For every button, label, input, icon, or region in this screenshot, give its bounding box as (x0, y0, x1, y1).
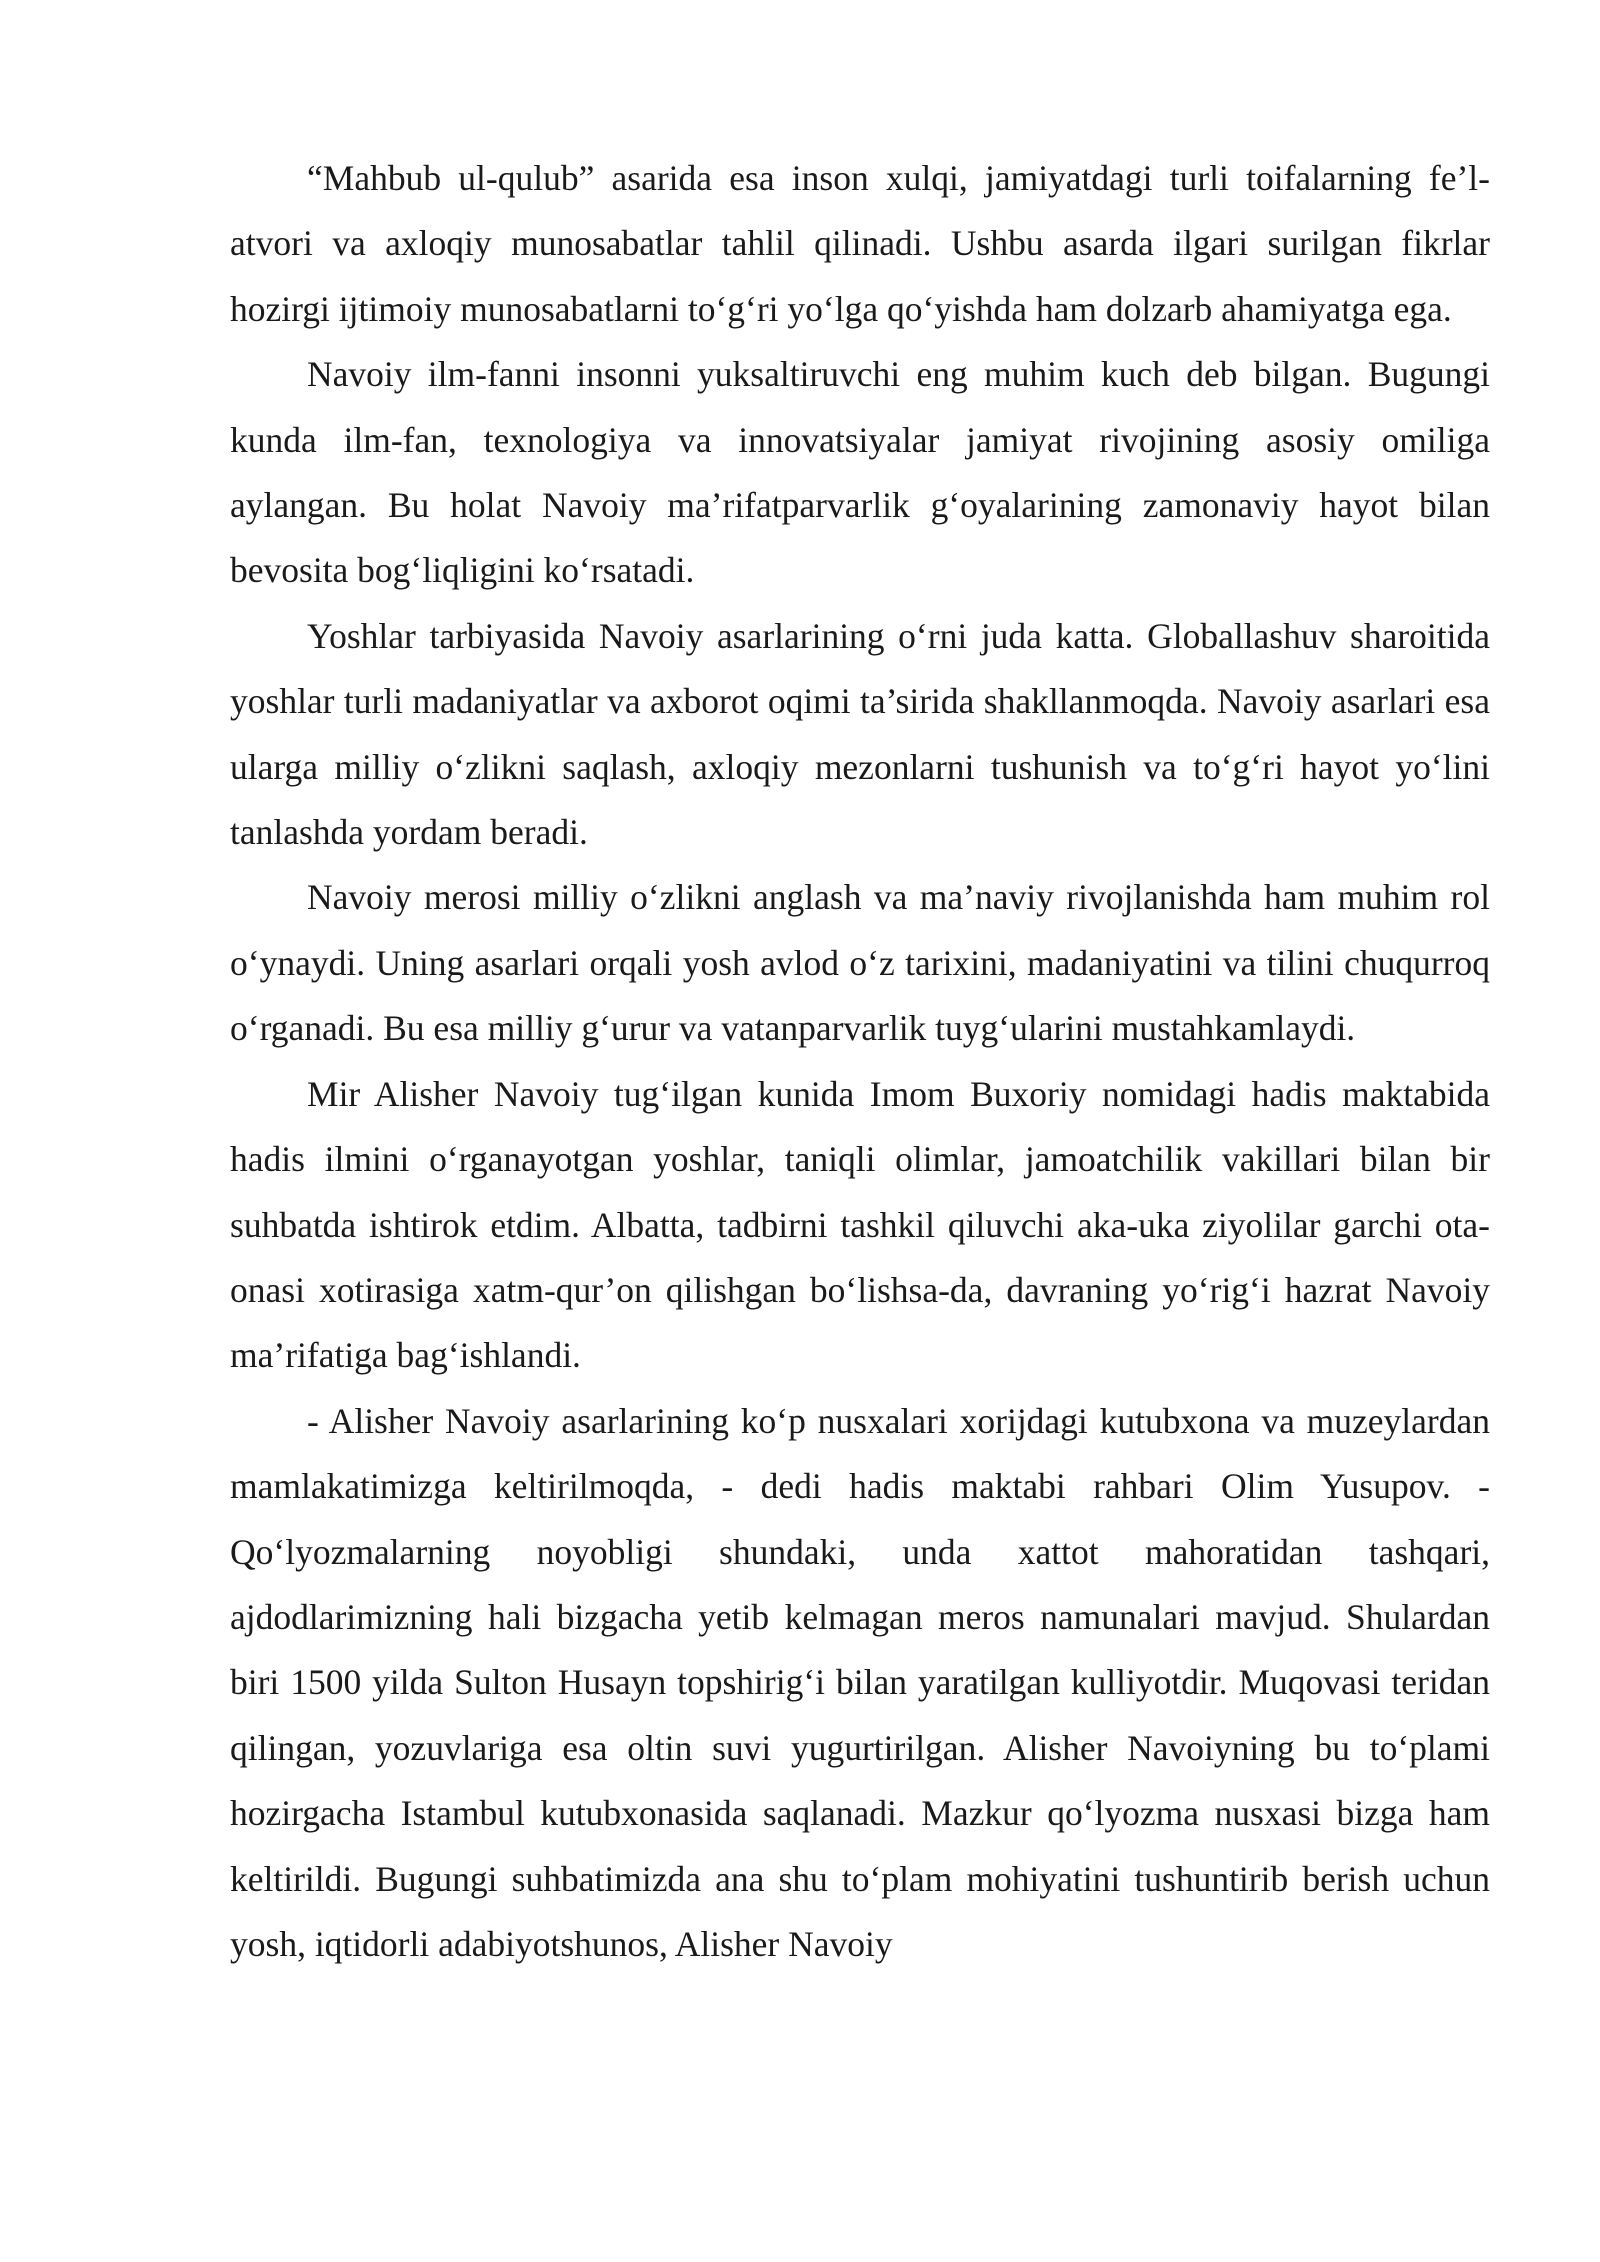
paragraph-1: “Mahbub ul-qulub” asarida esa inson xulqi, jamiyatdagi turli toifalarning fe’l-atvori va axloqiy munosabatlar tahlil qilinadi. Ushbu asarda ilgari surilgan fikrlar hozirgi ijtimoiy munosabatlarni to‘g‘ri yo‘lga qo‘yishda ham dolzarb ahamiyatga ega. (230, 158, 1490, 329)
document-body (230, 146, 1490, 1977)
paragraph-3: Yoshlar tarbiyasida Navoiy asarlarining o‘rni juda katta. Globallashuv sharoitida yoshlar turli madaniyatlar va axborot oqimi ta’sirida shakllanmoqda. Navoiy asarlari esa ularga milliy o‘zlikni saqlash, axloqiy mezonlarni tushunish va to‘g‘ri hayot yo‘lini tanlashda yordam beradi. (230, 615, 1490, 853)
paragraph-4: Navoiy merosi milliy o‘zlikni anglash va ma’naviy rivojlanishda ham muhim rol o‘ynaydi. Uning asarlari orqali yosh avlod o‘z tarixini, madaniyatini va tilini chuqurroq o‘rganadi. Bu esa milliy g‘urur va vatanparvarlik tuyg‘ularini mustahkamlaydi. (230, 877, 1490, 1049)
paragraph-2: Navoiy ilm-fanni insonni yuksaltiruvchi eng muhim kuch deb bilgan. Bugungi kunda ilm-fan, texnologiya va innovatsiyalar jamiyat rivojining asosiy omiliga aylangan. Bu holat Navoiy ma’rifatparvarlik g‘oyalarining zamonaviy hayot bilan bevosita bog‘liqligini ko‘rsatadi. (230, 354, 1490, 591)
paragraph-6: - Alisher Navoiy asarlarining ko‘p nusxalari xorijdagi kutubxona va muzeylardan mamlakatimizga keltirilmoqda, - dedi hadis maktabi rahbari Olim Yusupov. - Qo‘lyozmalarning noyobligi shundaki, unda xattot mahoratidan tashqari, ajdodlarimizning hali bizgacha yetib kelmagan meros namunalari mavjud. Shulardan biri 1500 yilda Sulton Husayn topshirig‘i bilan yaratilgan kulliyotdir. Muqovasi teridan qilingan, yozuvlariga esa oltin suvi yugurtirilgan. Alisher Navoiyning bu to‘plami hozirgacha Istambul kutubxonasida saqlanadi. Mazkur qo‘lyozma nusxasi bizga ham keltirildi. Bugungi suhbatimizda ana shu to‘plam mohiyatini tushuntirib berish uchun yosh, iqtidorli adabiyotshunos, Alisher Navoiy (230, 1400, 1490, 1964)
paragraph-5: Mir Alisher Navoiy tug‘ilgan kunida Imom Buxoriy nomidagi hadis maktabida hadis ilmini o‘rganayotgan yoshlar, taniqli olimlar, jamoatchilik vakillari bilan bir suhbatda ishtirok etdim. Albatta, tadbirni tashkil qiluvchi aka-uka ziyolilar garchi ota-onasi xotirasiga xatm-qur’on qilishgan bo‘lishsa-da, davraning yo‘rig‘i hazrat Navoiy ma’rifatiga bag‘ishlandi. (230, 1073, 1490, 1376)
